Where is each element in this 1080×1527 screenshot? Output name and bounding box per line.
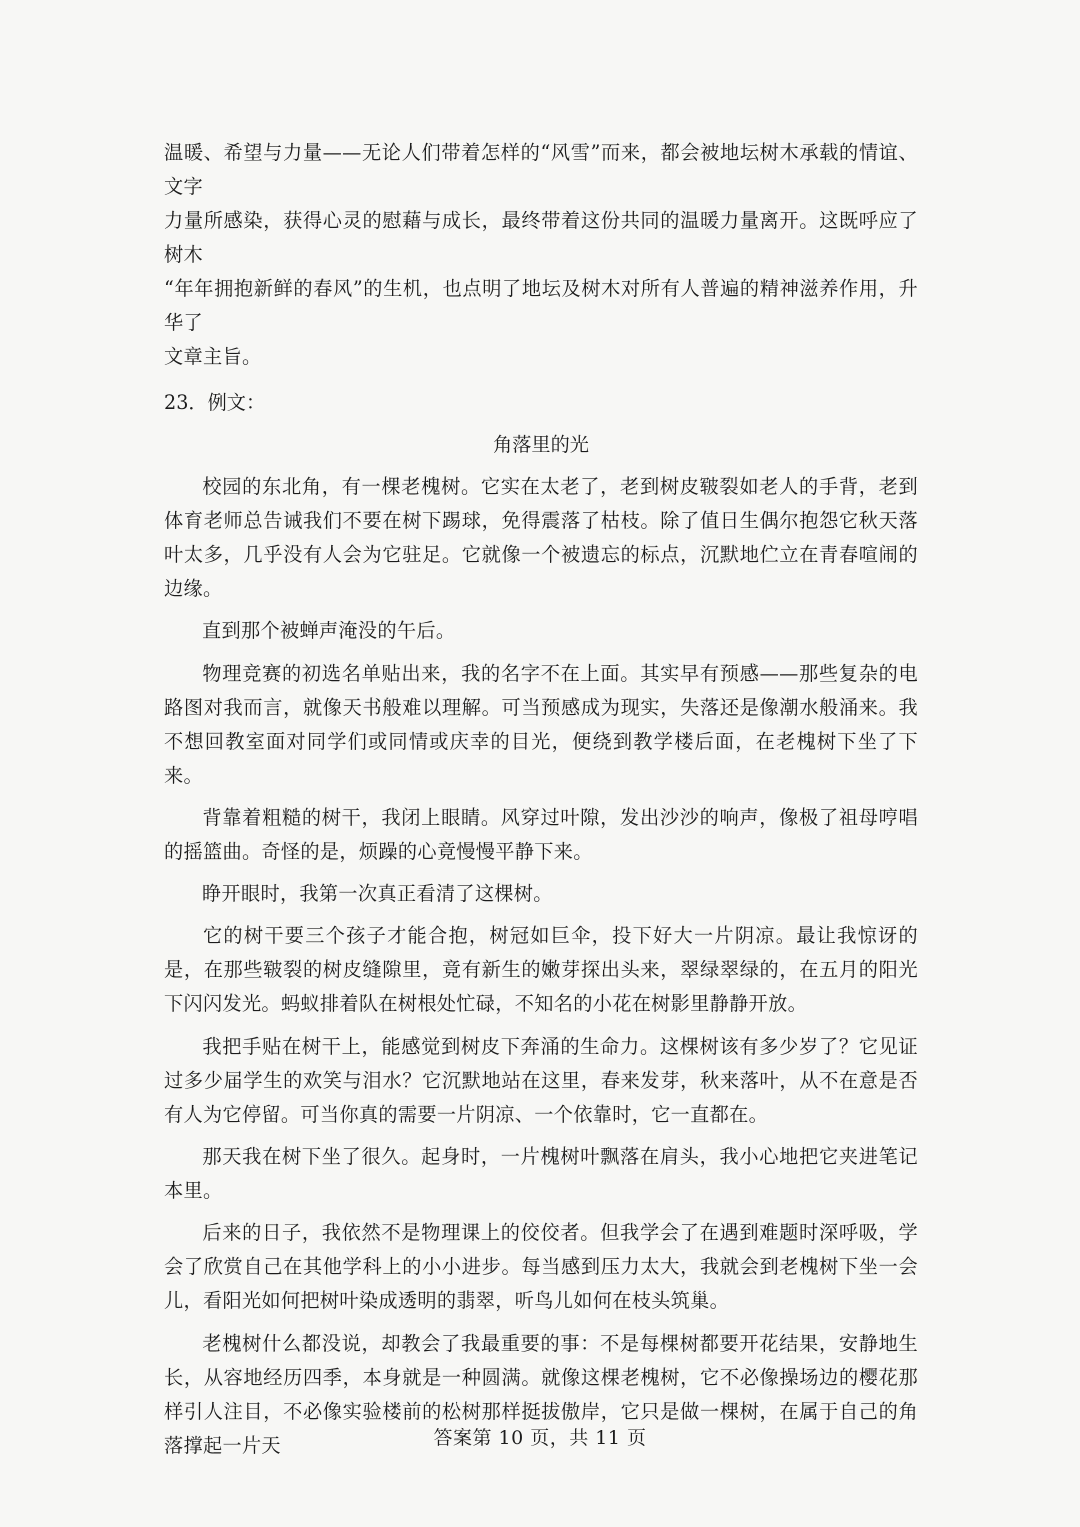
- essay-paragraph: 物理竞赛的初选名单贴出来，我的名字不在上面。其实早有预感——那些复杂的电路图对我而言，就像天书般难以理解。可当预感成为现实，失落还是像潮水般涌来。我不想回教室面对同学们或同情或庆幸的目光，便绕到教学楼后面，在老槐树下坐了下来。: [164, 661, 918, 787]
- essay-paragraph: 校园的东北角，有一棵老槐树。它实在太老了，老到树皮皲裂如老人的手背，老到体育老师总告诫我们不要在树下踢球，免得震落了枯枝。除了值日生偶尔抱怨它秋天落叶太多，几乎没有人会为它驻足。它就像一个被遗忘的标点，沉默地伫立在青春喧闹的边缘。: [164, 475, 918, 600]
- intro-paragraph: [164, 136, 918, 374]
- intro-line: 力量所感染，获得心灵的慰藉与成长，最终带着这份共同的温暖力量离开。这既呼应了树木: [164, 209, 918, 266]
- question-number: 23．例文：: [164, 391, 266, 414]
- essay-paragraph: 睁开眼时，我第一次真正看清了这棵树。: [202, 882, 553, 906]
- page-footer: 答案第 10 页，共 11 页: [433, 1427, 647, 1449]
- intro-line: 文章主旨。: [164, 345, 262, 368]
- essay-paragraph: 那天我在树下坐了很久。起身时，一片槐树叶飘落在肩头，我小心地把它夹进笔记本里。: [164, 1145, 918, 1203]
- intro-line: 温暖、希望与力量——无论人们带着怎样的“风雪”而来，都会被地坛树木承载的情谊、文字: [164, 141, 918, 198]
- essay-paragraph: 老槐树什么都没说，却教会了我最重要的事：不是每棵树都要开花结果，安静地生长，从容地经历四季，本身就是一种圆满。就像这棵老槐树，它不必像操场边的樱花那样引人注目，不必像实验楼前的松树那样挺拔傲岸，它只是做一棵树，在属于自己的角落撑起一片天: [164, 1331, 918, 1457]
- essay-title: 角落里的光: [493, 433, 589, 456]
- essay-paragraph: 直到那个被蝉声淹没的午后。: [202, 619, 456, 643]
- intro-line: “年年拥抱新鲜的春风”的生机，也点明了地坛及树木对所有人普遍的精神滋养作用，升华了: [164, 277, 918, 334]
- essay-paragraph: 我把手贴在树干上，能感觉到树皮下奔涌的生命力。这棵树该有多少岁了？它见证过多少届学生的欢笑与泪水？它沉默地站在这里，春来发芽，秋来落叶，从不在意是否有人为它停留。可当你真的需要一片阴凉、一个依靠时，它一直都在。: [164, 1034, 918, 1126]
- essay-paragraph: 它的树干要三个孩子才能合抱，树冠如巨伞，投下好大一片阴凉。最让我惊讶的是，在那些皲裂的树皮缝隙里，竟有新生的嫩芽探出头来，翠绿翠绿的，在五月的阳光下闪闪发光。蚂蚁排着队在树根处忙碌，不知名的小花在树影里静静开放。: [164, 924, 918, 1016]
- document-body: [164, 136, 918, 1471]
- essay-paragraph: 背靠着粗糙的树干，我闭上眼睛。风穿过叶隙，发出沙沙的响声，像极了祖母哼唱的摇篮曲。奇怪的是，烦躁的心竟慢慢平静下来。: [164, 805, 918, 863]
- essay-paragraph: 后来的日子，我依然不是物理课上的佼佼者。但我学会了在遇到难题时深呼吸，学会了欣赏自己在其他学科上的小小进步。每当感到压力太大，我就会到老槐树下坐一会儿，看阳光如何把树叶染成透明的翡翠，听鸟儿如何在枝头筑巢。: [164, 1221, 918, 1313]
